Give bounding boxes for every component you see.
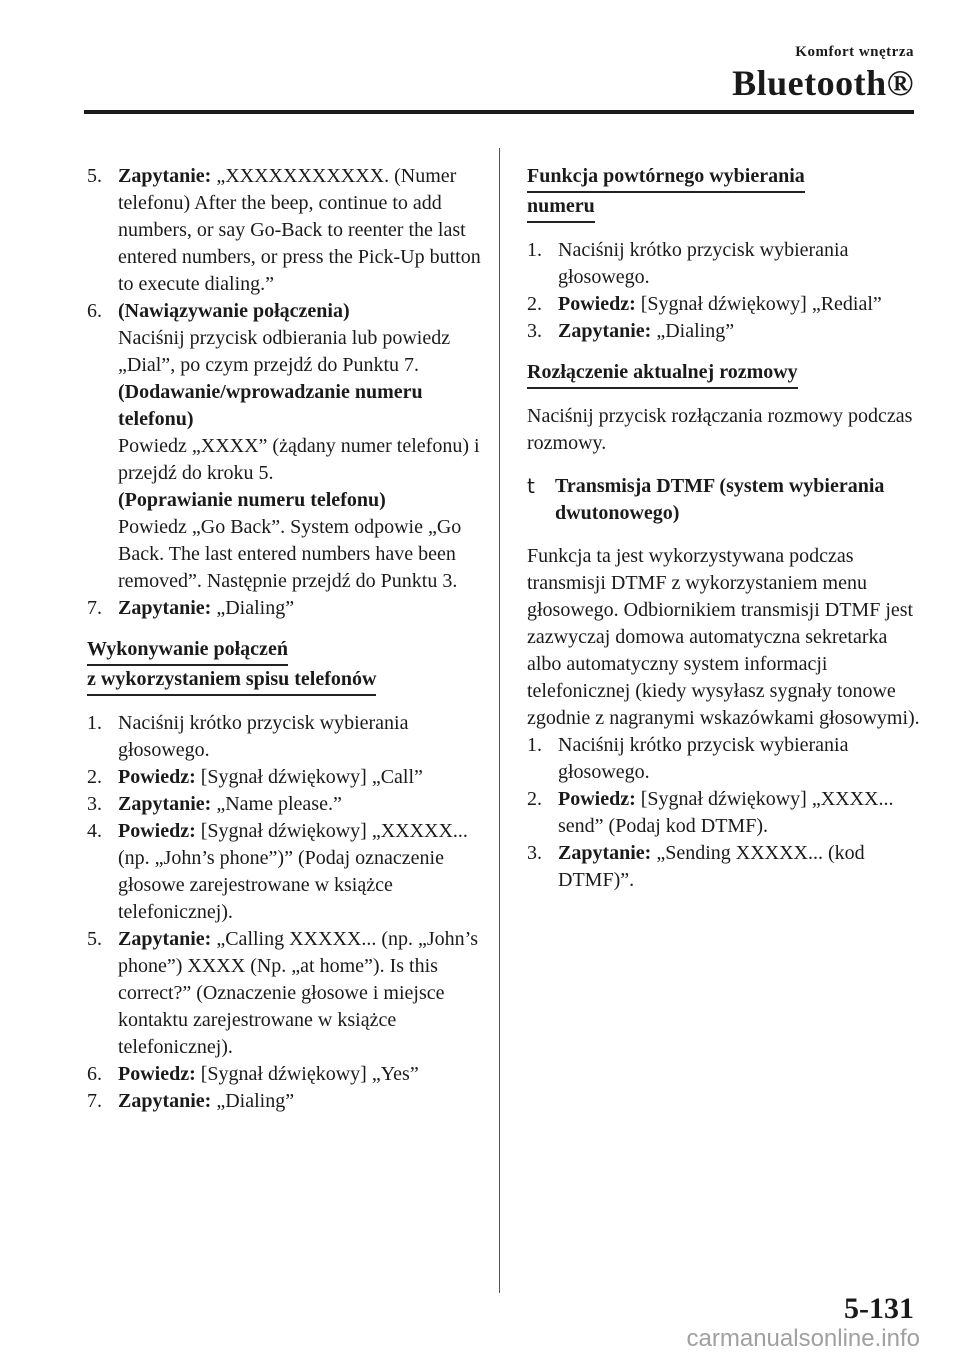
step-text: [Sygnał dźwiękowy] „XXXX... send” (Podaj kod DTMF). xyxy=(558,788,894,837)
step-item xyxy=(527,291,922,318)
step-number: 5. xyxy=(87,928,102,950)
step-item xyxy=(87,710,482,764)
section-marker-icon: t xyxy=(527,474,535,498)
dtmf-steps xyxy=(527,732,922,894)
step-text: Powiedz „XXXX” (żądany numer telefonu) i przejdź do kroku 5. xyxy=(118,435,480,484)
page-number: 5-131 xyxy=(844,1292,914,1325)
step-item xyxy=(87,1088,482,1115)
heading-line: Funkcja powtórnego wybierania xyxy=(527,163,805,193)
redial-heading xyxy=(527,163,922,223)
step-text: „Dialing” xyxy=(651,320,735,342)
disconnect-text: Naciśnij przycisk rozłączania rozmowy podczas rozmowy. xyxy=(527,405,913,454)
step-text: [Sygnał dźwiękowy] „Yes” xyxy=(195,1063,419,1085)
heading-line: Rozłączenie aktualnej rozmowy xyxy=(527,359,798,389)
step-label: Zapytanie: xyxy=(118,793,212,815)
dtmf-heading-text: Transmisja DTMF (system wybierania dwutonowego) xyxy=(555,475,885,524)
step-label: Zapytanie: xyxy=(118,165,212,187)
step-label: Powiedz: xyxy=(558,788,636,810)
heading-line: Wykonywanie połączeń xyxy=(87,636,288,666)
step-text: „Dialing” xyxy=(211,1090,295,1112)
step-number: 2. xyxy=(527,788,542,810)
step-text: Powiedz „Go Back”. System odpowie „Go Back. The last entered numbers have been removed”. Następnie przejdź do Punktu 3. xyxy=(118,516,462,592)
step-text: „Name please.” xyxy=(211,793,342,815)
step-text: „Sending XXXXX... (kod DTMF)”. xyxy=(558,842,865,891)
step-label: Powiedz: xyxy=(118,820,196,842)
step-number: 1. xyxy=(87,712,102,734)
phonebook-steps xyxy=(87,710,482,1115)
step-label: Zapytanie: xyxy=(558,842,652,864)
step-label: Zapytanie: xyxy=(558,320,652,342)
step-number: 7. xyxy=(87,1090,102,1112)
step-label: Powiedz: xyxy=(558,293,636,315)
step-item xyxy=(87,791,482,818)
page-title: Bluetooth® xyxy=(732,63,914,103)
step-number: 5. xyxy=(87,165,102,187)
step-number: 1. xyxy=(527,239,542,261)
step-item xyxy=(87,595,482,622)
step-number: 2. xyxy=(527,293,542,315)
step-text: „Calling XXXXX... (np. „John’s phone”) XXXX (Np. „at home”). Is this correct?” (Oznaczenie głosowe i miejsce kontaktu zarejestrowane w książce telefonicznej). xyxy=(118,928,478,1058)
step-label: (Dodawanie/wprowadzanie numeru telefonu) xyxy=(118,381,423,430)
step-item xyxy=(87,298,482,595)
redial-steps xyxy=(527,237,922,345)
step-label: (Nawiązywanie połączenia) xyxy=(118,300,350,322)
step-text: „XXXXXXXXXXX. (Numer telefonu) After the beep, continue to add numbers, or say Go-Back to reenter the last entered numbers, or press the Pick-Up button to execute dialing.” xyxy=(118,165,481,295)
step-item xyxy=(527,237,922,291)
step-text: [Sygnał dźwiękowy] „XXXXX... (np. „John’s phone”)” (Podaj oznaczenie głosowe zarejestrowane w książce telefonicznej). xyxy=(118,820,468,923)
step-text: [Sygnał dźwiękowy] „Call” xyxy=(195,766,423,788)
step-item xyxy=(527,786,922,840)
step-label: Powiedz: xyxy=(118,766,196,788)
step-text: Naciśnij krótko przycisk wybierania głosowego. xyxy=(558,239,849,288)
step-number: 6. xyxy=(87,300,102,322)
step-number: 4. xyxy=(87,820,102,842)
step-item xyxy=(87,818,482,926)
step-label: Zapytanie: xyxy=(118,928,212,950)
step-item xyxy=(87,163,482,298)
column-divider xyxy=(499,148,500,1293)
heading-line: numeru xyxy=(527,193,595,223)
step-item xyxy=(87,1061,482,1088)
step-text: [Sygnał dźwiękowy] „Redial” xyxy=(635,293,882,315)
header-rule xyxy=(84,110,914,114)
step-number: 2. xyxy=(87,766,102,788)
disconnect-heading xyxy=(527,359,922,389)
right-column xyxy=(527,163,922,894)
step-text: Naciśnij krótko przycisk wybierania głosowego. xyxy=(558,734,849,783)
dtmf-heading xyxy=(527,473,922,527)
step-label: Zapytanie: xyxy=(118,1090,212,1112)
step-number: 3. xyxy=(87,793,102,815)
step-text: Naciśnij przycisk odbierania lub powiedz „Dial”, po czym przejdź do Punktu 7. xyxy=(118,327,451,376)
section-title: Komfort wnętrza xyxy=(795,44,914,60)
phonebook-heading xyxy=(87,636,482,696)
step-number: 1. xyxy=(527,734,542,756)
step-item xyxy=(527,732,922,786)
left-column xyxy=(87,163,482,1115)
step-number: 3. xyxy=(527,842,542,864)
step-text: Naciśnij krótko przycisk wybierania głosowego. xyxy=(118,712,409,761)
step-item xyxy=(527,318,922,345)
step-item xyxy=(87,764,482,791)
step-number: 6. xyxy=(87,1063,102,1085)
watermark: carmanualsonline.info xyxy=(686,1325,920,1352)
step-number: 3. xyxy=(527,320,542,342)
dtmf-text: Funkcja ta jest wykorzystywana podczas transmisji DTMF z wykorzystaniem menu głosowego. Odbiornikiem transmisji DTMF jest zazwyczaj domowa automatyczna sekretarka albo automatyczny system informacji telefonicznej (kiedy wysyłasz sygnały tonowe zgodnie z nagranymi wskazówkami głosowymi). xyxy=(527,545,920,729)
step-number: 7. xyxy=(87,597,102,619)
step-text: „Dialing” xyxy=(211,597,295,619)
step-label: Zapytanie: xyxy=(118,597,212,619)
step-item xyxy=(87,926,482,1061)
step-item xyxy=(527,840,922,894)
step-label: (Poprawianie numeru telefonu) xyxy=(118,489,386,511)
heading-line: z wykorzystaniem spisu telefonów xyxy=(87,666,376,696)
step-label: Powiedz: xyxy=(118,1063,196,1085)
